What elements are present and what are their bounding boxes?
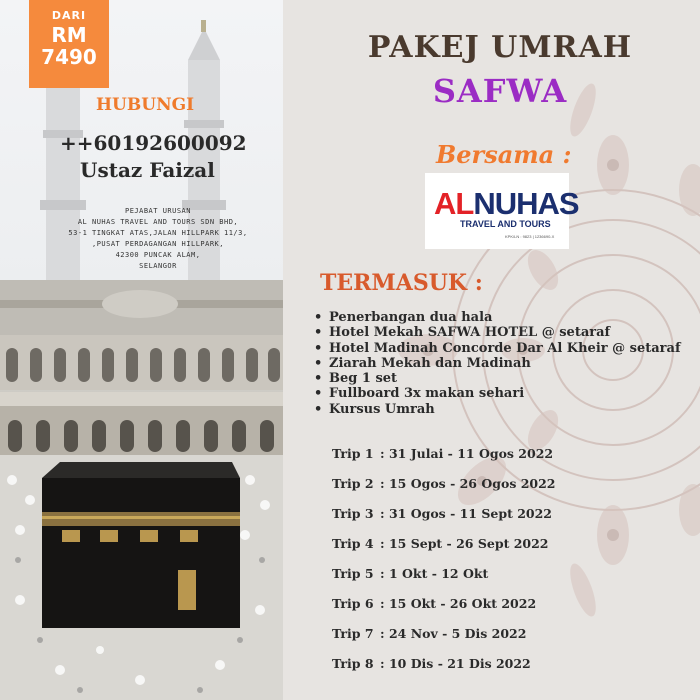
office-line: ,PUSAT PERDAGANGAN HILLPARK, [91, 240, 224, 248]
trip-label: Trip 1 [332, 446, 374, 461]
contact-heading: HUBUNGI [96, 95, 195, 115]
office-line: 53-1 TINGKAT ATAS,JALAN HILLPARK 11/3, [68, 229, 248, 237]
trip-label: Trip 6 [332, 596, 374, 611]
inclusion-item: • Beg 1 set [314, 371, 681, 386]
price-currency: RM [51, 23, 87, 47]
inclusion-item: • Fullboard 3x makan sehari [314, 386, 681, 401]
logo-nuhas: NUHAS [473, 186, 579, 221]
trip-row [332, 506, 552, 521]
logo-al: AL [434, 186, 474, 221]
office-line: 42300 PUNCAK ALAM, [115, 251, 201, 259]
trip-label: Trip 3 [332, 506, 374, 521]
trip-row [332, 536, 548, 551]
trip-row [332, 446, 553, 461]
price-badge [29, 0, 109, 88]
inclusions-heading: TERMASUK : [320, 270, 483, 296]
bersama-label: Bersama : [436, 140, 572, 169]
agency-logo [425, 173, 579, 249]
office-line: SELANGOR [139, 262, 177, 270]
trip-row [332, 656, 531, 671]
contact-name: Ustaz Faizal [80, 158, 215, 182]
trip-dates: : 15 Sept - 26 Sept 2022 [380, 536, 549, 551]
inclusion-item: • Hotel Madinah Concorde Dar Al Kheir @ setaraf [314, 341, 681, 356]
office-address [48, 206, 268, 272]
trip-row [332, 476, 556, 491]
trip-dates: : 15 Okt - 26 Okt 2022 [380, 596, 537, 611]
package-name: SAFWA [432, 72, 568, 110]
contact-phone: ++60192600092 [60, 131, 247, 155]
inclusion-item: • Kursus Umrah [314, 402, 681, 417]
trip-dates: : 31 Ogos - 11 Sept 2022 [380, 506, 552, 521]
office-heading: PEJABAT URUSAN [124, 207, 191, 215]
trip-dates: : 10 Dis - 21 Dis 2022 [380, 656, 531, 671]
trip-label: Trip 5 [332, 566, 374, 581]
logo-tagline: TRAVEL AND TOURS [460, 219, 551, 229]
trip-dates: : 1 Okt - 12 Okt [380, 566, 489, 581]
trip-label: Trip 4 [332, 536, 374, 551]
trip-row [332, 566, 488, 581]
trip-row [332, 626, 526, 641]
trip-dates: : 15 Ogos - 26 Ogos 2022 [380, 476, 556, 491]
trip-label: Trip 7 [332, 626, 374, 641]
office-line: AL NUHAS TRAVEL AND TOURS SDN BHD, [77, 218, 239, 226]
trip-dates: : 24 Nov - 5 Dis 2022 [380, 626, 527, 641]
trip-label: Trip 2 [332, 476, 374, 491]
inclusion-item: • Penerbangan dua hala [314, 310, 681, 325]
trip-row [332, 596, 536, 611]
package-title: PAKEJ UMRAH [367, 30, 633, 65]
inclusion-item: • Ziarah Mekah dan Madinah [314, 356, 681, 371]
inclusion-item: • Hotel Mekah SAFWA HOTEL @ setaraf [314, 325, 681, 340]
trip-label: Trip 8 [332, 656, 374, 671]
price-amount: 7490 [41, 45, 97, 69]
agency-logo-wordmark [434, 186, 579, 222]
logo-license: KPK/LN : 9823 | 1236690-X [505, 234, 555, 239]
trip-dates: : 31 Julai - 11 Ogos 2022 [380, 446, 554, 461]
price-from-label: DARI [51, 9, 87, 22]
inclusions-list [314, 310, 681, 417]
